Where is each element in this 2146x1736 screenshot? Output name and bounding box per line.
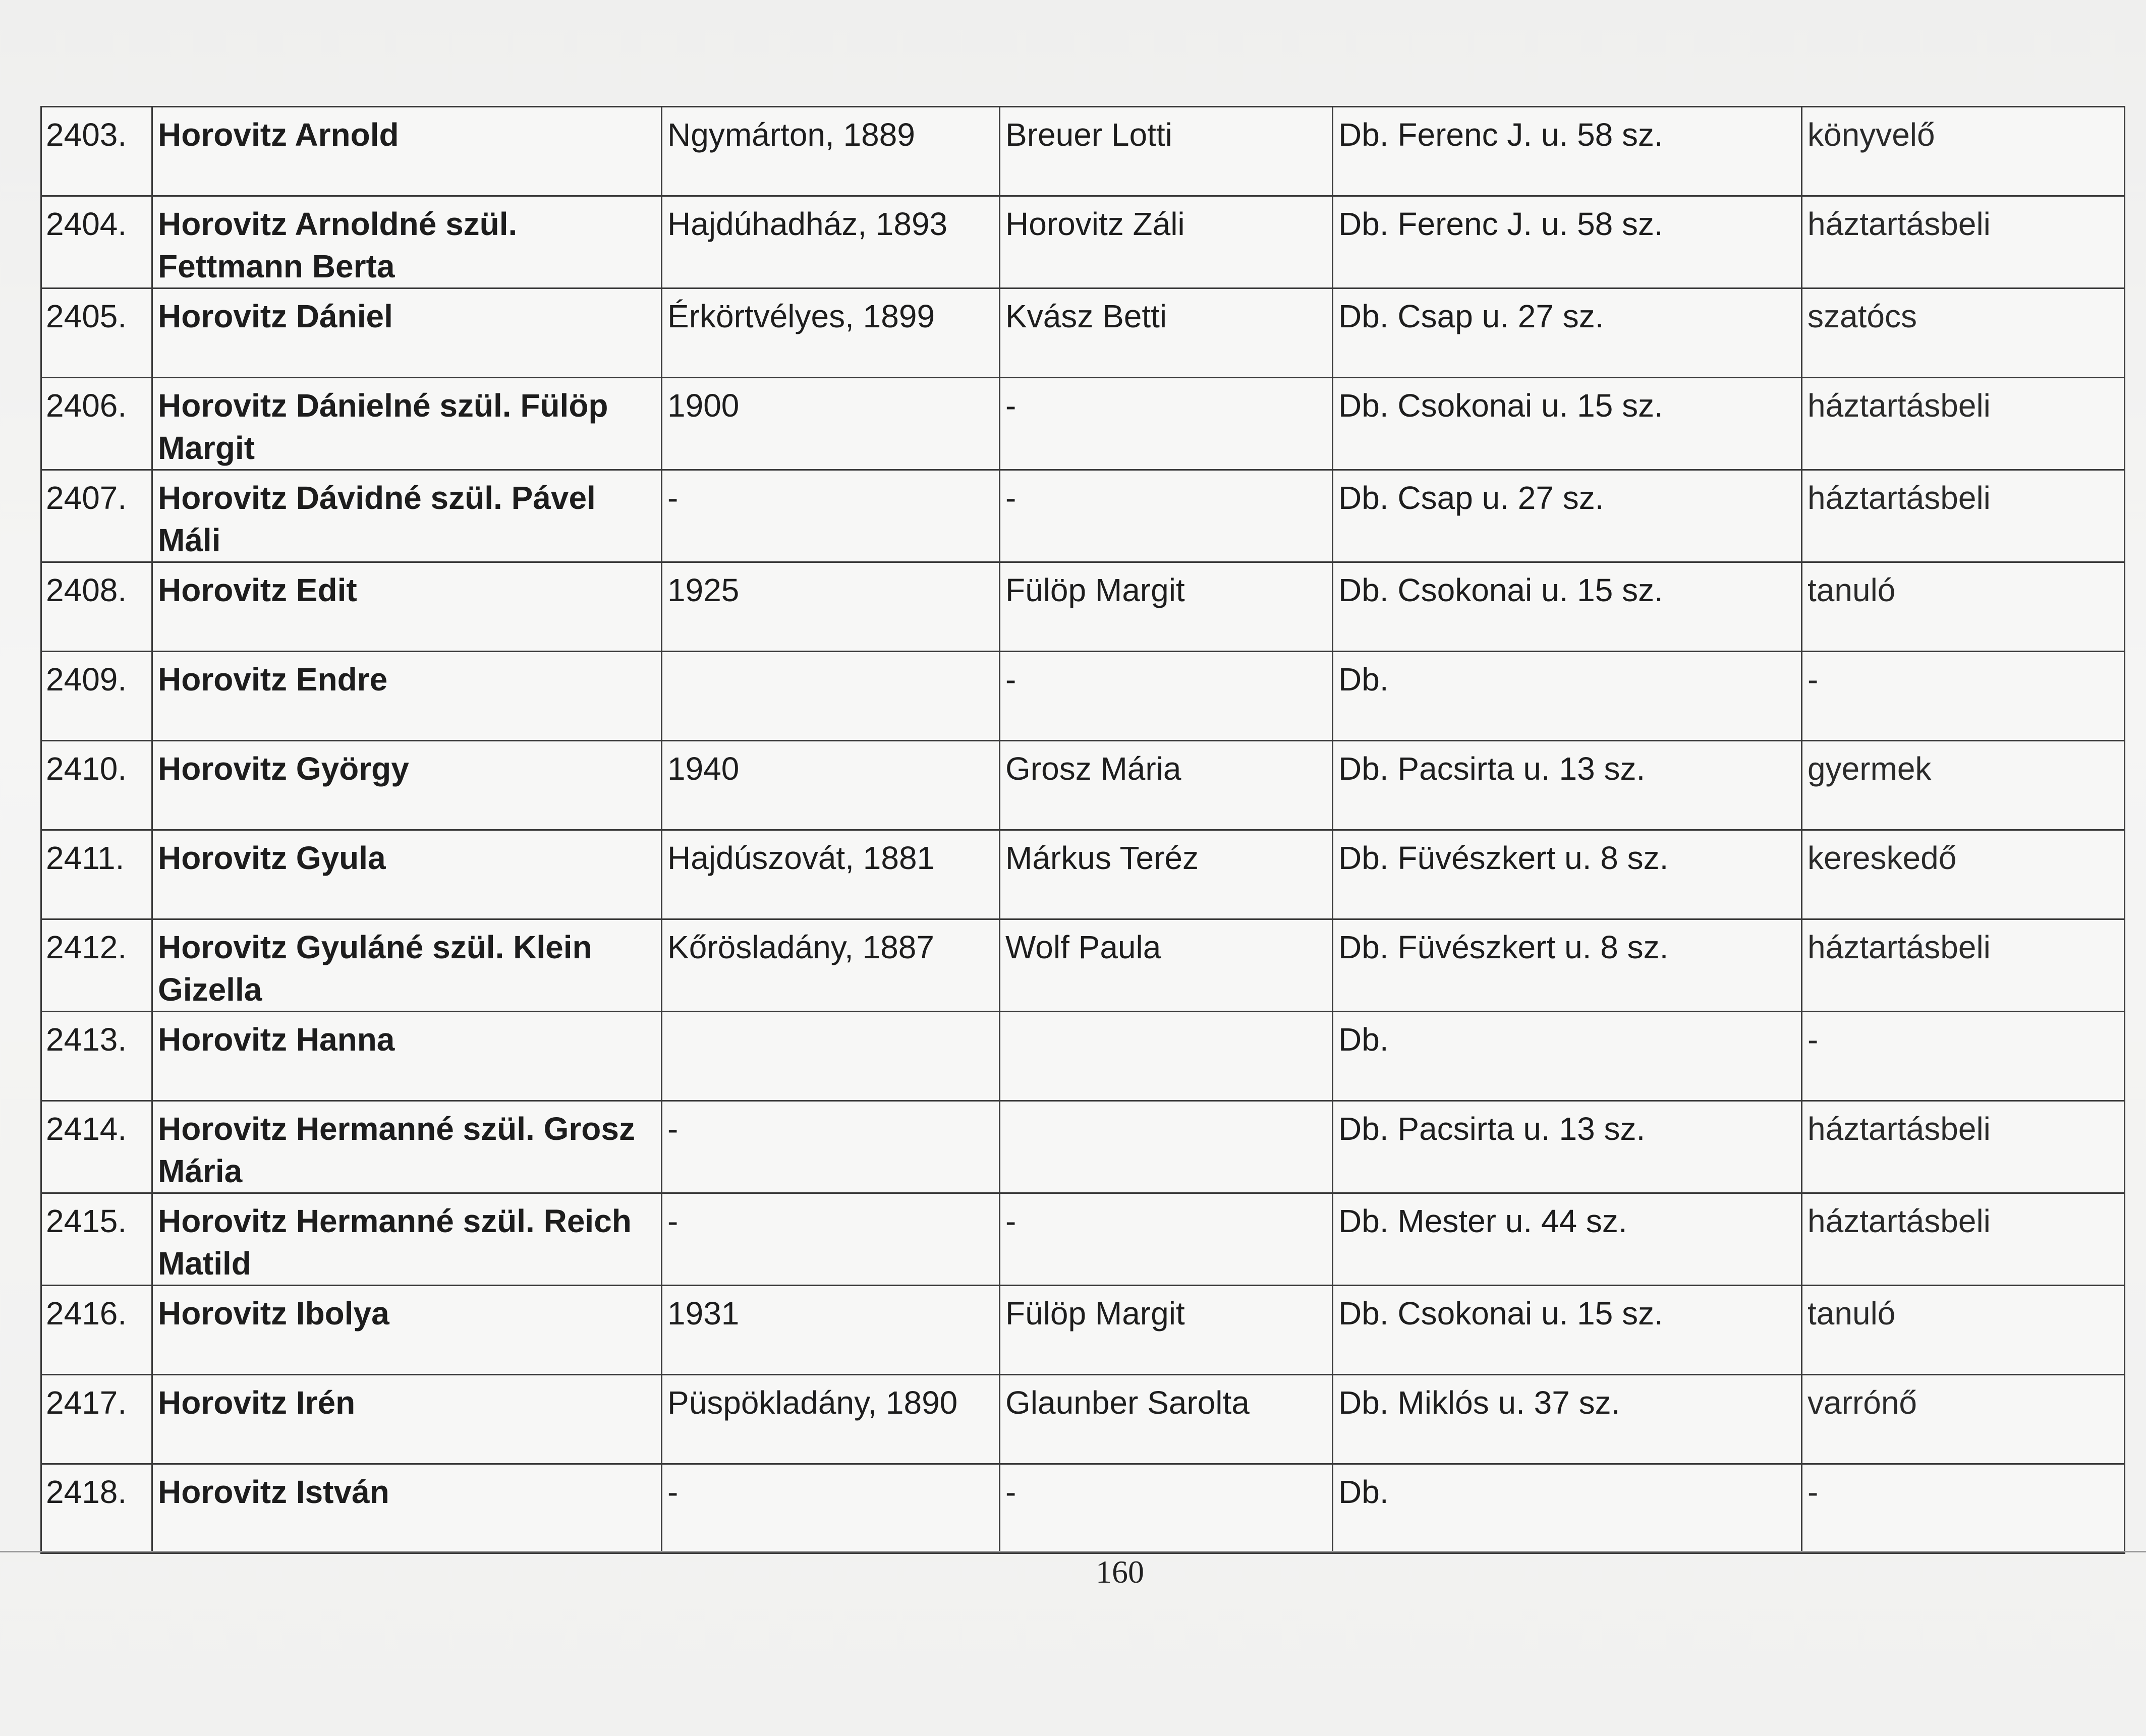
mother-name: Horovitz Záli bbox=[1000, 196, 1333, 288]
mother-name: - bbox=[1000, 652, 1333, 741]
address: Db. Pacsirta u. 13 sz. bbox=[1333, 1101, 1802, 1193]
mother-name: Márkus Teréz bbox=[1000, 830, 1333, 919]
occupation: - bbox=[1802, 1464, 2125, 1553]
table-row bbox=[41, 1464, 2125, 1553]
occupation: háztartásbeli bbox=[1802, 470, 2125, 562]
address: Db. bbox=[1333, 1464, 1802, 1553]
birth-place-year: - bbox=[662, 1101, 1000, 1193]
entry-number: 2404. bbox=[41, 196, 152, 288]
occupation: - bbox=[1802, 1012, 2125, 1101]
birth-place-year: Hajdúszovát, 1881 bbox=[662, 830, 1000, 919]
birth-place-year: - bbox=[662, 470, 1000, 562]
birth-place-year: - bbox=[662, 1193, 1000, 1286]
person-name: Horovitz Dániel bbox=[152, 288, 662, 378]
address: Db. Csokonai u. 15 sz. bbox=[1333, 1286, 1802, 1375]
birth-place-year bbox=[662, 1012, 1000, 1101]
entry-number: 2413. bbox=[41, 1012, 152, 1101]
birth-place-year: 1931 bbox=[662, 1286, 1000, 1375]
table-row bbox=[41, 107, 2125, 196]
mother-name: Wolf Paula bbox=[1000, 919, 1333, 1012]
person-name: Horovitz István bbox=[152, 1464, 662, 1553]
person-name: Horovitz György bbox=[152, 741, 662, 830]
table-row bbox=[41, 378, 2125, 470]
birth-place-year: 1925 bbox=[662, 562, 1000, 652]
register-table bbox=[40, 106, 2125, 1554]
register-body bbox=[41, 107, 2125, 1553]
entry-number: 2418. bbox=[41, 1464, 152, 1553]
page-number: 160 bbox=[1096, 1554, 1144, 1590]
person-name: Horovitz Arnold bbox=[152, 107, 662, 196]
birth-place-year: Kőrösladány, 1887 bbox=[662, 919, 1000, 1012]
person-name: Horovitz Edit bbox=[152, 562, 662, 652]
address: Db. Ferenc J. u. 58 sz. bbox=[1333, 107, 1802, 196]
mother-name: Breuer Lotti bbox=[1000, 107, 1333, 196]
person-name: Horovitz Irén bbox=[152, 1375, 662, 1464]
mother-name bbox=[1000, 1101, 1333, 1193]
occupation: gyermek bbox=[1802, 741, 2125, 830]
entry-number: 2411. bbox=[41, 830, 152, 919]
address: Db. bbox=[1333, 652, 1802, 741]
mother-name: - bbox=[1000, 1193, 1333, 1286]
address: Db. bbox=[1333, 1012, 1802, 1101]
occupation: varrónő bbox=[1802, 1375, 2125, 1464]
birth-place-year: Érkörtvélyes, 1899 bbox=[662, 288, 1000, 378]
person-name: Horovitz Hermanné szül. Reich Matild bbox=[152, 1193, 662, 1286]
table-row bbox=[41, 470, 2125, 562]
address: Db. Mester u. 44 sz. bbox=[1333, 1193, 1802, 1286]
entry-number: 2415. bbox=[41, 1193, 152, 1286]
occupation: háztartásbeli bbox=[1802, 196, 2125, 288]
birth-place-year: 1940 bbox=[662, 741, 1000, 830]
table-row bbox=[41, 652, 2125, 741]
address: Db. Füvészkert u. 8 sz. bbox=[1333, 919, 1802, 1012]
address: Db. Csokonai u. 15 sz. bbox=[1333, 562, 1802, 652]
birth-place-year: - bbox=[662, 1464, 1000, 1553]
table-row bbox=[41, 1101, 2125, 1193]
table-row bbox=[41, 1012, 2125, 1101]
person-name: Horovitz Endre bbox=[152, 652, 662, 741]
entry-number: 2403. bbox=[41, 107, 152, 196]
address: Db. Csap u. 27 sz. bbox=[1333, 470, 1802, 562]
mother-name: - bbox=[1000, 470, 1333, 562]
occupation: háztartásbeli bbox=[1802, 1101, 2125, 1193]
table-row bbox=[41, 196, 2125, 288]
occupation: tanuló bbox=[1802, 562, 2125, 652]
address: Db. Pacsirta u. 13 sz. bbox=[1333, 741, 1802, 830]
entry-number: 2410. bbox=[41, 741, 152, 830]
occupation: háztartásbeli bbox=[1802, 919, 2125, 1012]
entry-number: 2409. bbox=[41, 652, 152, 741]
bottom-rule bbox=[0, 1551, 2146, 1552]
person-name: Horovitz Dánielné szül. Fülöp Margit bbox=[152, 378, 662, 470]
mother-name: Grosz Mária bbox=[1000, 741, 1333, 830]
table-row bbox=[41, 1286, 2125, 1375]
occupation: tanuló bbox=[1802, 1286, 2125, 1375]
entry-number: 2416. bbox=[41, 1286, 152, 1375]
mother-name: Fülöp Margit bbox=[1000, 562, 1333, 652]
mother-name bbox=[1000, 1012, 1333, 1101]
occupation: - bbox=[1802, 652, 2125, 741]
mother-name: - bbox=[1000, 378, 1333, 470]
entry-number: 2406. bbox=[41, 378, 152, 470]
table-row bbox=[41, 288, 2125, 378]
entry-number: 2407. bbox=[41, 470, 152, 562]
table-row bbox=[41, 1375, 2125, 1464]
person-name: Horovitz Arnoldné szül. Fettmann Berta bbox=[152, 196, 662, 288]
mother-name: - bbox=[1000, 1464, 1333, 1553]
table-row bbox=[41, 830, 2125, 919]
person-name: Horovitz Hermanné szül. Grosz Mária bbox=[152, 1101, 662, 1193]
occupation: háztartásbeli bbox=[1802, 378, 2125, 470]
occupation: szatócs bbox=[1802, 288, 2125, 378]
birth-place-year: Hajdúhadház, 1893 bbox=[662, 196, 1000, 288]
address: Db. Miklós u. 37 sz. bbox=[1333, 1375, 1802, 1464]
entry-number: 2417. bbox=[41, 1375, 152, 1464]
address: Db. Füvészkert u. 8 sz. bbox=[1333, 830, 1802, 919]
table-row bbox=[41, 741, 2125, 830]
table-row bbox=[41, 1193, 2125, 1286]
birth-place-year: Püspökladány, 1890 bbox=[662, 1375, 1000, 1464]
person-name: Horovitz Ibolya bbox=[152, 1286, 662, 1375]
person-name: Horovitz Gyuláné szül. Klein Gizella bbox=[152, 919, 662, 1012]
occupation: háztartásbeli bbox=[1802, 1193, 2125, 1286]
person-name: Horovitz Hanna bbox=[152, 1012, 662, 1101]
entry-number: 2405. bbox=[41, 288, 152, 378]
address: Db. Csap u. 27 sz. bbox=[1333, 288, 1802, 378]
address: Db. Ferenc J. u. 58 sz. bbox=[1333, 196, 1802, 288]
person-name: Horovitz Gyula bbox=[152, 830, 662, 919]
mother-name: Fülöp Margit bbox=[1000, 1286, 1333, 1375]
entry-number: 2412. bbox=[41, 919, 152, 1012]
mother-name: Kvász Betti bbox=[1000, 288, 1333, 378]
table-row bbox=[41, 919, 2125, 1012]
occupation: könyvelő bbox=[1802, 107, 2125, 196]
mother-name: Glaunber Sarolta bbox=[1000, 1375, 1333, 1464]
birth-place-year: 1900 bbox=[662, 378, 1000, 470]
table-row bbox=[41, 562, 2125, 652]
entry-number: 2408. bbox=[41, 562, 152, 652]
birth-place-year bbox=[662, 652, 1000, 741]
occupation: kereskedő bbox=[1802, 830, 2125, 919]
birth-place-year: Ngymárton, 1889 bbox=[662, 107, 1000, 196]
address: Db. Csokonai u. 15 sz. bbox=[1333, 378, 1802, 470]
entry-number: 2414. bbox=[41, 1101, 152, 1193]
person-name: Horovitz Dávidné szül. Pável Máli bbox=[152, 470, 662, 562]
